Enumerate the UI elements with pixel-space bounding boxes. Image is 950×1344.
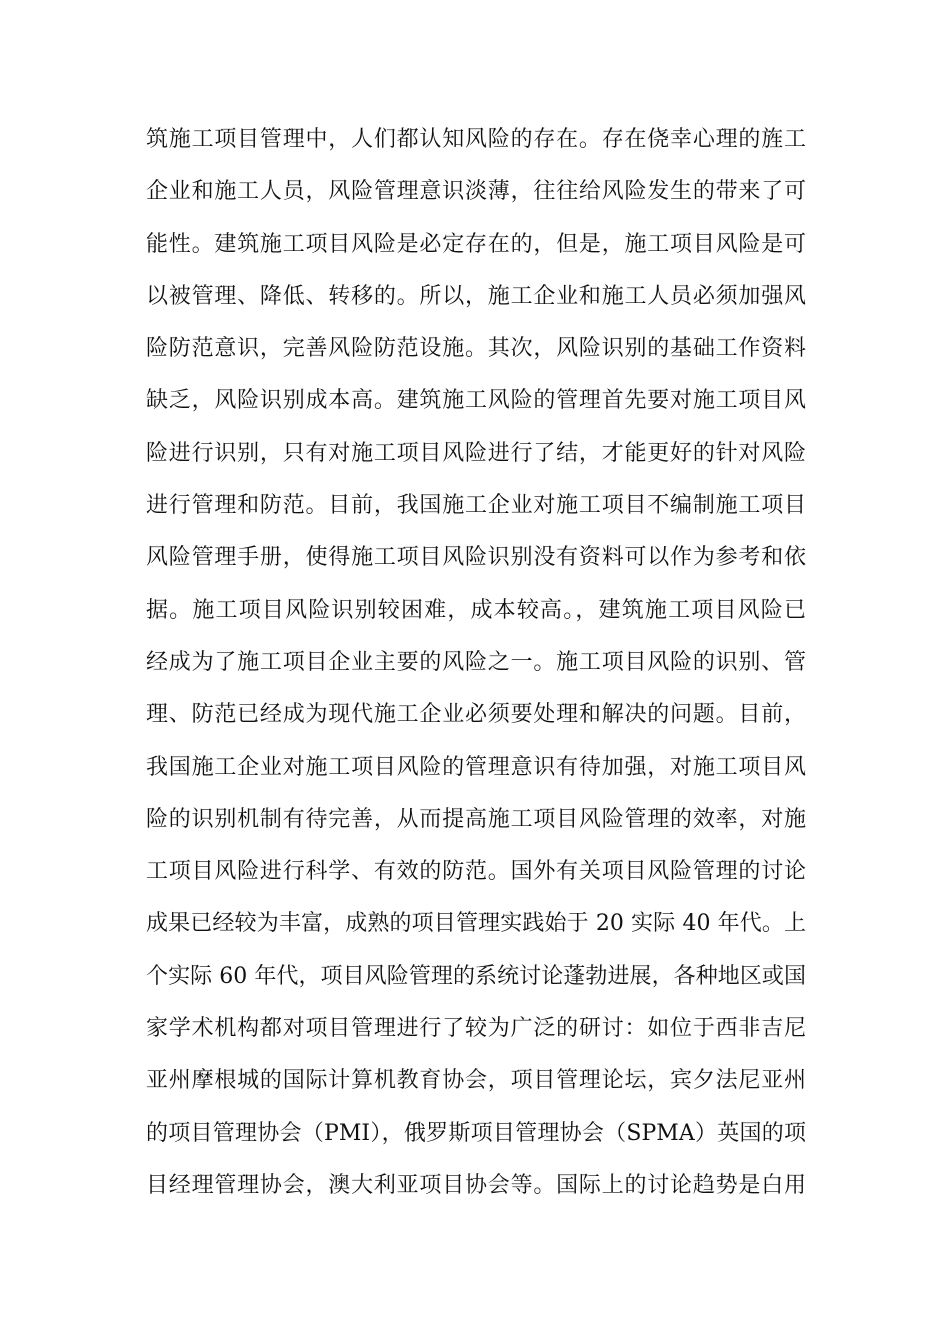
body-paragraph [146, 114, 806, 1212]
text-line: 经成为了施工项目企业主要的风险之一。施工项目风险的识别、管 [146, 649, 806, 675]
text-line: 险的识别机制有待完善，从而提高施工项目风险管理的效率，对施 [146, 806, 806, 832]
text-line: 以被管理、降低、转移的。所以，施工企业和施工人员必须加强风 [146, 283, 806, 309]
text-line: 风险管理手册，使得施工项目风险识别没有资料可以作为参考和依 [146, 545, 806, 571]
text-line: 工项目风险进行科学、有效的防范。国外有关项目风险管理的讨论 [146, 859, 806, 885]
text-line: 亚州摩根城的国际计算机教育协会，项目管理论坛，宾夕法尼亚州 [146, 1068, 806, 1094]
text-line: 能性。建筑施工项目风险是必定存在的，但是，施工项目风险是可 [146, 231, 806, 257]
text-line: 成果已经较为丰富，成熟的项目管理实践始于 20 实际 40 年代。上 [146, 911, 806, 937]
text-line: 据。施工项目风险识别较困难，成本较高。，建筑施工项目风险已 [146, 597, 806, 623]
text-line: 的项目管理协会（PMI），俄罗斯项目管理协会（SPMA）英国的项 [146, 1120, 806, 1146]
text-line: 理、防范已经成为现代施工企业必须要处理和解决的问题。目前， [146, 702, 806, 728]
text-line: 我国施工企业对施工项目风险的管理意识有待加强，对施工项目风 [146, 754, 806, 780]
text-line: 险进行识别，只有对施工项目风险进行了结，才能更好的针对风险 [146, 440, 806, 466]
text-line: 筑施工项目管理中，人们都认知风险的存在。存在侥幸心理的旌工 [146, 127, 806, 152]
text-line: 企业和施工人员，风险管理意识淡薄，往往给风险发生的带来了可 [146, 179, 806, 205]
text-line: 进行管理和防范。目前，我国施工企业对施工项目不编制施工项目 [146, 493, 806, 519]
text-line: 个实际 60 年代，项目风险管理的系统讨论蓬勃进展，各种地区或国 [146, 963, 806, 989]
text-line: 目经理管理协会，澳大利亚项目协会等。国际上的讨论趋势是白用 [146, 1172, 806, 1198]
text-line: 家学术机构都对项目管理进行了较为广泛的研讨：如位于西非吉尼 [146, 1016, 806, 1042]
text-line: 险防范意识，完善风险防范设施。其次，风险识别的基础工作资料 [146, 336, 806, 362]
text-line: 缺乏，风险识别成本高。建筑施工风险的管理首先要对施工项目风 [146, 388, 806, 414]
